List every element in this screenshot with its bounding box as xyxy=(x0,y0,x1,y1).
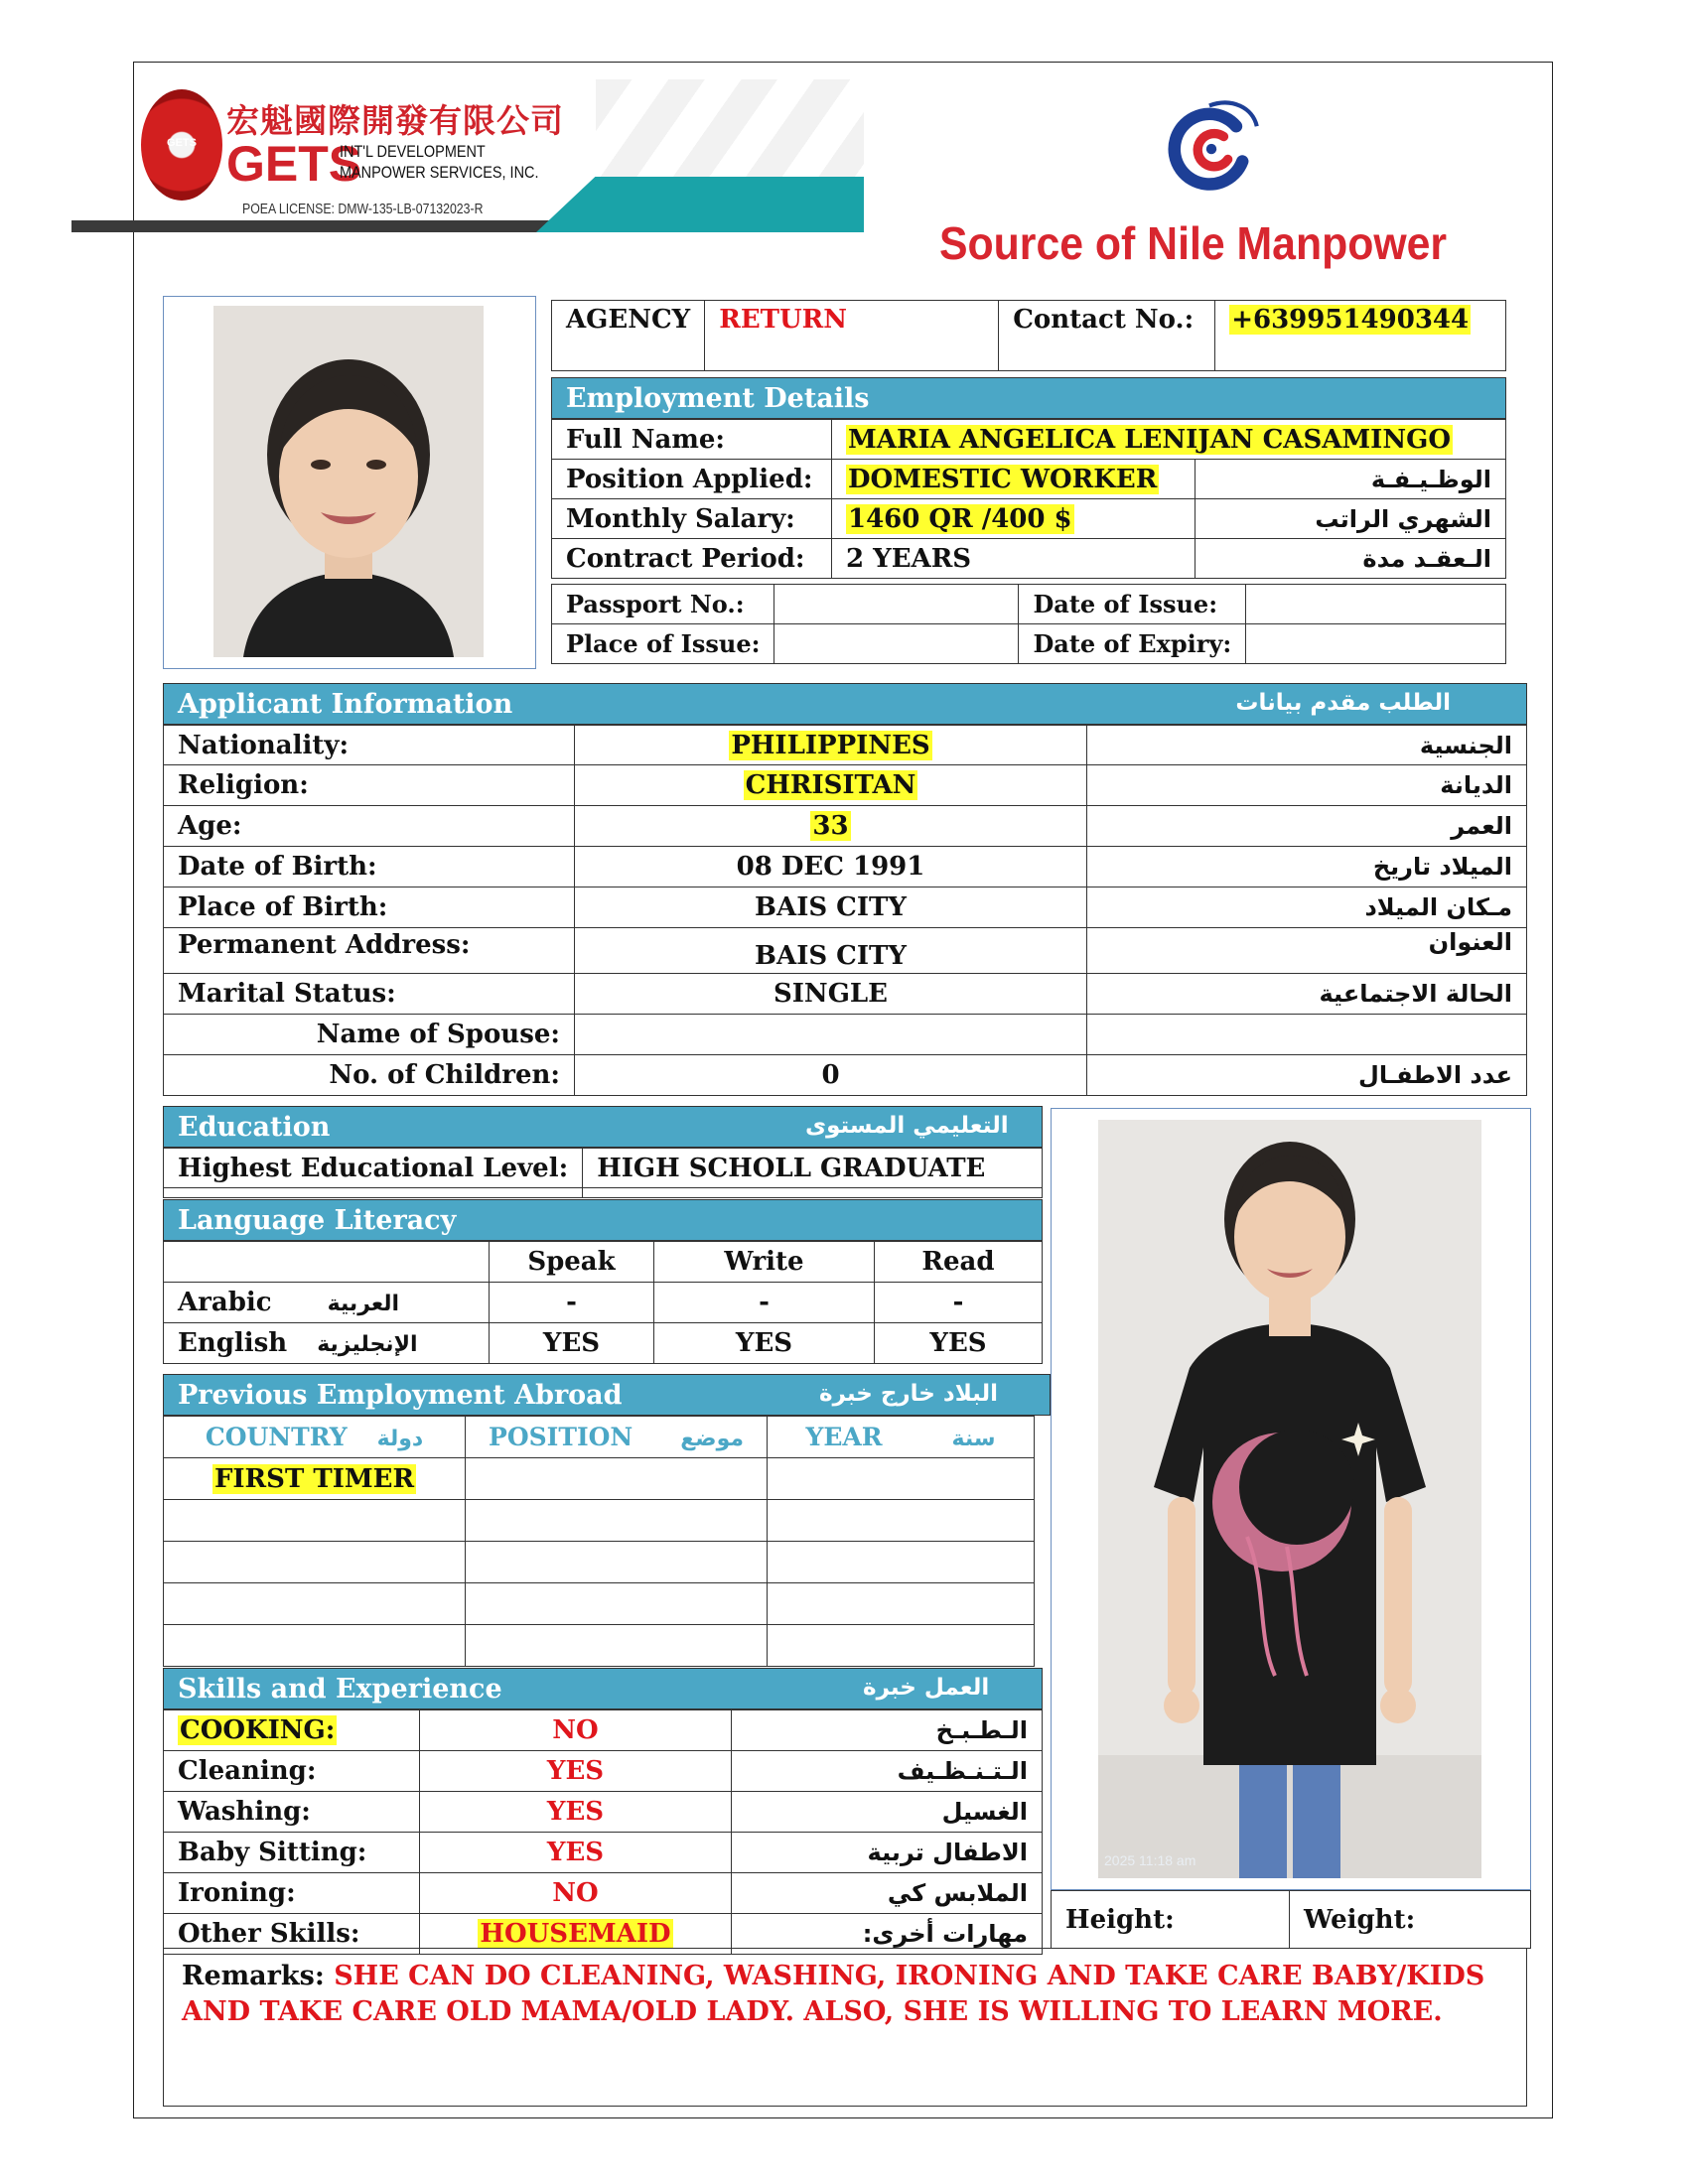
prev-position-5 xyxy=(466,1625,768,1667)
agency-table xyxy=(551,300,1506,371)
prev-year-4 xyxy=(768,1583,1035,1625)
nile-logo-icon xyxy=(1160,95,1263,199)
gets-seal-text: GETS xyxy=(167,137,197,149)
address-value: BAIS CITY xyxy=(575,928,1087,974)
education-level-value: HIGH SCHOLL GRADUATE xyxy=(583,1149,1043,1188)
first-timer-value: FIRST TIMER xyxy=(213,1463,415,1494)
remarks-text: SHE CAN DO CLEANING, WASHING, IRONING AND TAKE CARE BABY/KIDS AND TAKE CARE OLD MAMA/OLD LADY. ALSO, SHE IS WILLING TO LEARN MORE. xyxy=(182,1961,1485,2027)
gets-license: POEA LICENSE: DMW-135-LB-07132023-R xyxy=(242,201,484,217)
spouse-arabic xyxy=(1087,1015,1527,1055)
washing-value: YES xyxy=(420,1792,732,1833)
prev-country-2 xyxy=(164,1500,466,1542)
agency-label: AGENCY xyxy=(552,301,705,371)
children-label: No. of Children: xyxy=(164,1055,575,1096)
prev-year-3 xyxy=(768,1542,1035,1583)
prev-year-1 xyxy=(768,1458,1035,1500)
height-label: Height: xyxy=(1052,1891,1290,1949)
gets-subtitle xyxy=(340,141,538,184)
spouse-label: Name of Spouse: xyxy=(164,1015,575,1055)
year-header-arabic: سنة xyxy=(951,1427,996,1451)
skills-table xyxy=(163,1709,1043,1955)
children-arabic: عدد الاطفـال xyxy=(1087,1055,1527,1096)
religion-cell xyxy=(575,765,1087,806)
skills-title-arabic: العمل خبرة xyxy=(863,1675,990,1701)
washing-label: Washing: xyxy=(164,1792,420,1833)
issue-date-value xyxy=(1246,585,1506,624)
cleaning-label: Cleaning: xyxy=(164,1751,420,1792)
gets-chinese-name: 宏魁國際開發有限公司 xyxy=(226,101,564,140)
washing-arabic: الغسيل xyxy=(732,1792,1043,1833)
position-label: Position Applied: xyxy=(552,460,832,499)
place-issue-value xyxy=(774,624,1019,664)
previous-title-arabic: البلاد خارج خبرة xyxy=(819,1381,999,1407)
education-section-header xyxy=(163,1106,1043,1148)
place-issue-label: Place of Issue: xyxy=(552,624,774,664)
education-table xyxy=(163,1148,1043,1198)
full-name-cell xyxy=(832,420,1506,460)
marital-value: SINGLE xyxy=(575,974,1087,1015)
employment-title: Employment Details xyxy=(566,382,870,414)
write-header: Write xyxy=(654,1242,875,1283)
salary-cell xyxy=(832,499,1196,539)
salary-arabic: الشهري الراتب xyxy=(1196,499,1506,539)
ironing-arabic: الملابس كي xyxy=(732,1873,1043,1914)
age-label: Age: xyxy=(164,806,575,847)
babysitting-label: Baby Sitting: xyxy=(164,1833,420,1873)
nationality-value: PHILIPPINES xyxy=(731,730,930,760)
height-weight-table xyxy=(1051,1890,1531,1949)
expiry-date-value xyxy=(1246,624,1506,664)
education-spacer-right xyxy=(583,1188,1043,1198)
agency-value: RETURN xyxy=(705,301,999,371)
ironing-label: Ironing: xyxy=(164,1873,420,1914)
nationality-cell xyxy=(575,726,1087,765)
birthplace-label: Place of Birth: xyxy=(164,887,575,928)
prev-position-1 xyxy=(466,1458,768,1500)
previous-section-header xyxy=(163,1374,1051,1416)
country-header xyxy=(164,1417,466,1458)
children-value: 0 xyxy=(575,1055,1087,1096)
position-arabic: الوظـيـفـة xyxy=(1196,460,1506,499)
cooking-arabic: الـطـبـخ xyxy=(732,1710,1043,1751)
address-label: Permanent Address: xyxy=(164,928,575,974)
education-title-arabic: التعليمي المستوى xyxy=(805,1113,1009,1139)
education-title: Education xyxy=(178,1111,331,1143)
age-cell xyxy=(575,806,1087,847)
prev-country-1 xyxy=(164,1458,466,1500)
english-write: YES xyxy=(654,1323,875,1364)
year-header-label: YEAR xyxy=(805,1423,883,1451)
religion-label: Religion: xyxy=(164,765,575,806)
language-corner xyxy=(164,1242,490,1283)
full-name-value: MARIA ANGELICA LENIJAN CASAMINGO xyxy=(848,424,1451,455)
age-value: 33 xyxy=(812,811,849,841)
cooking-value: NO xyxy=(420,1710,732,1751)
arabic-language-label-ar: العربية xyxy=(327,1292,400,1316)
employment-table xyxy=(551,419,1506,579)
remarks-label: Remarks: xyxy=(182,1961,325,1991)
prev-country-3 xyxy=(164,1542,466,1583)
remarks-box xyxy=(163,1948,1527,2107)
other-skills-label: Other Skills: xyxy=(164,1914,420,1955)
employment-section-header xyxy=(551,377,1506,419)
prev-country-5 xyxy=(164,1625,466,1667)
language-section-header xyxy=(163,1199,1043,1241)
birthplace-value: BAIS CITY xyxy=(575,887,1087,928)
cleaning-value: YES xyxy=(420,1751,732,1792)
language-title: Language Literacy xyxy=(178,1204,457,1236)
previous-table xyxy=(163,1416,1035,1667)
agency-logo-text: Source of Nile Manpower xyxy=(939,217,1448,269)
previous-title: Previous Employment Abroad xyxy=(178,1379,623,1411)
arabic-read: - xyxy=(875,1283,1043,1323)
full-body-image xyxy=(1098,1120,1481,1878)
skills-title: Skills and Experience xyxy=(178,1673,502,1705)
other-skills-value: HOUSEMAID xyxy=(480,1919,671,1949)
prev-position-4 xyxy=(466,1583,768,1625)
prev-position-3 xyxy=(466,1542,768,1583)
headshot-photo xyxy=(213,306,484,657)
weight-label: Weight: xyxy=(1290,1891,1531,1949)
other-skills-arabic: مهارات أخرى: xyxy=(732,1914,1043,1955)
religion-value: CHRISITAN xyxy=(745,770,916,800)
religion-arabic: الديانة xyxy=(1087,765,1527,806)
passport-value xyxy=(774,585,1019,624)
education-level-label: Highest Educational Level: xyxy=(164,1149,583,1188)
english-language-label-ar: الإنجليزية xyxy=(317,1332,418,1357)
applicant-title: Applicant Information xyxy=(178,688,513,720)
speak-header: Speak xyxy=(490,1242,654,1283)
position-cell xyxy=(832,460,1196,499)
contract-value: 2 YEARS xyxy=(832,539,1196,579)
gets-subtitle-line1: INT'L DEVELOPMENT xyxy=(340,142,486,161)
skills-section-header xyxy=(163,1668,1043,1709)
country-header-label: COUNTRY xyxy=(205,1423,348,1451)
position-header-arabic: موضع xyxy=(680,1427,744,1451)
passport-label: Passport No.: xyxy=(552,585,774,624)
applicant-section-header xyxy=(163,683,1527,725)
position-header xyxy=(466,1417,768,1458)
arabic-write: - xyxy=(654,1283,875,1323)
english-language-cell xyxy=(164,1323,490,1364)
read-header: Read xyxy=(875,1242,1043,1283)
babysitting-arabic: الاطفال تربية xyxy=(732,1833,1043,1873)
spouse-value xyxy=(575,1015,1087,1055)
birthplace-arabic: مـكان الميلاد xyxy=(1087,887,1527,928)
english-speak: YES xyxy=(490,1323,654,1364)
dob-value: 08 DEC 1991 xyxy=(575,847,1087,887)
headshot-image xyxy=(213,306,484,657)
age-arabic: العمر xyxy=(1087,806,1527,847)
applicant-table xyxy=(163,725,1527,1096)
contact-value: +639951490344 xyxy=(1231,305,1470,335)
year-header xyxy=(768,1417,1035,1458)
cooking-label: COOKING: xyxy=(180,1715,336,1745)
contact-cell xyxy=(1215,301,1506,371)
full-name-label: Full Name: xyxy=(552,420,832,460)
salary-label: Monthly Salary: xyxy=(552,499,832,539)
country-header-arabic: دولة xyxy=(376,1427,424,1451)
expiry-date-label: Date of Expiry: xyxy=(1019,624,1246,664)
position-header-label: POSITION xyxy=(489,1423,633,1451)
nationality-arabic: الجنسية xyxy=(1087,726,1527,765)
salary-value: 1460 QR /400 $ xyxy=(848,503,1072,534)
contract-arabic: الـعقـد مدة xyxy=(1196,539,1506,579)
prev-position-2 xyxy=(466,1500,768,1542)
cleaning-arabic: الـتـنـظـيف xyxy=(732,1751,1043,1792)
arabic-language-cell xyxy=(164,1283,490,1323)
nationality-label: Nationality: xyxy=(164,726,575,765)
applicant-title-arabic: الطلب مقدم بيانات xyxy=(1235,690,1451,716)
photo-timestamp: 2025 11:18 am xyxy=(1104,1852,1196,1868)
issue-date-label: Date of Issue: xyxy=(1019,585,1246,624)
dob-arabic: الميلاد تاريخ xyxy=(1087,847,1527,887)
arabic-speak: - xyxy=(490,1283,654,1323)
arabic-language-label: Arabic xyxy=(178,1288,272,1317)
language-table xyxy=(163,1241,1043,1364)
babysitting-value: YES xyxy=(420,1833,732,1873)
cooking-label-cell xyxy=(164,1710,420,1751)
dob-label: Date of Birth: xyxy=(164,847,575,887)
prev-year-5 xyxy=(768,1625,1035,1667)
position-value: DOMESTIC WORKER xyxy=(848,464,1158,494)
marital-label: Marital Status: xyxy=(164,974,575,1015)
gets-logo-text: GETS xyxy=(226,136,362,192)
english-language-label: English xyxy=(178,1328,288,1358)
passport-table xyxy=(551,584,1506,664)
contact-label: Contact No.: xyxy=(999,301,1215,371)
ironing-value: NO xyxy=(420,1873,732,1914)
address-arabic: العنوان xyxy=(1087,928,1527,974)
english-read: YES xyxy=(875,1323,1043,1364)
full-body-photo xyxy=(1098,1120,1481,1878)
contract-label: Contract Period: xyxy=(552,539,832,579)
education-spacer-left xyxy=(164,1188,583,1198)
prev-country-4 xyxy=(164,1583,466,1625)
prev-year-2 xyxy=(768,1500,1035,1542)
gets-subtitle-line2: MANPOWER SERVICES, INC. xyxy=(340,163,539,183)
marital-arabic: الحالة الاجتماعية xyxy=(1087,974,1527,1015)
